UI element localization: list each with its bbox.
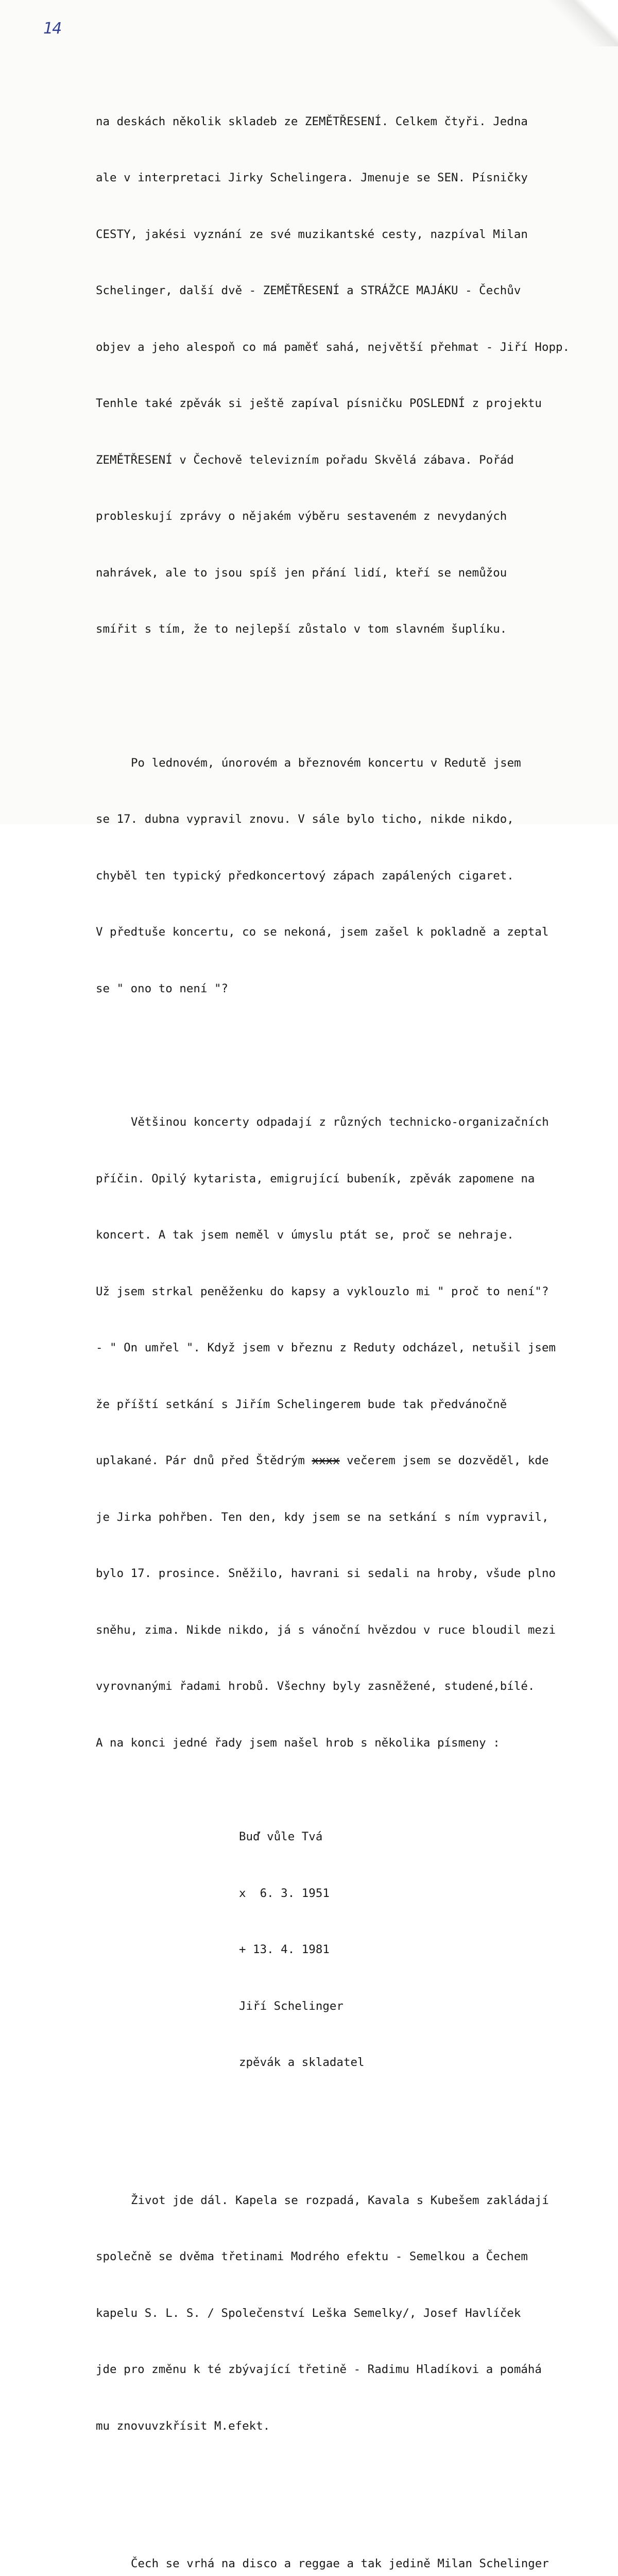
text-line: V předtuše koncertu, co se nekoná, jsem zašel k pokladně a zeptal — [96, 925, 549, 939]
text-line: sněhu, zima. Nikde nikdo, já s vánoční hvězdou v ruce bloudil mezi — [96, 1623, 556, 1637]
text-line: Život jde dál. Kapela se rozpadá, Kavala s Kubešem zakládají — [131, 2193, 549, 2207]
text-line: bylo 17. prosince. Sněžilo, havrani si sedali na hroby, všude plno — [96, 1567, 556, 1580]
text-line: ZEMĚTŘESENÍ v Čechově televizním pořadu Skvělá zábava. Pořád — [96, 453, 514, 467]
text-line: jde pro změnu k té zbývající třetině - Radimu Hladíkovi a pomáhá — [96, 2363, 542, 2376]
typewritten-text — [96, 56, 590, 2576]
text-line: koncert. A tak jsem neměl v úmyslu ptát se, proč se nehraje. — [96, 1228, 514, 1242]
epitaph-line: + 13. 4. 1981 — [239, 1943, 330, 1956]
text-line: objev a jeho alespoň co má paměť sahá, největší přehmat - Jiří Hopp. — [96, 340, 570, 354]
text-line: mu znovuvzkřísit M.efekt. — [96, 2419, 270, 2433]
text-line: že příští setkání s Jiřím Schelingerem bude tak předvánočně — [96, 1397, 507, 1411]
text-line: Tenhle také zpěvák si ještě zapíval písničku POSLEDNÍ z projektu — [96, 397, 542, 410]
text-line: je Jirka pohřben. Ten den, kdy jsem se na setkání s ním vypravil, — [96, 1510, 549, 1524]
text-line: na deskách několik skladeb ze ZEMĚTŘESENÍ. Celkem čtyři. Jedna — [96, 114, 528, 128]
struck-out-text: xxxx — [312, 1454, 340, 1467]
folded-corner — [582, 0, 618, 36]
text-line: ale v interpretaci Jirky Schelingera. Jmenuje se SEN. Písničky — [96, 171, 528, 184]
text-line: probleskují zprávy o nějakém výběru sestaveném z nevydaných — [96, 510, 507, 523]
text-line: Už jsem strkal peněženku do kapsy a vyklouzlo mi " proč to není"? — [96, 1284, 549, 1298]
epitaph-line: x 6. 3. 1951 — [239, 1886, 330, 1900]
text-line: kapelu S. L. S. / Společenství Leška Semelky/, Josef Havlíček — [96, 2306, 521, 2320]
text-line: CESTY, jakési vyznání ze své muzikantské cesty, nazpíval Milan — [96, 227, 528, 241]
text-segment: uplakané. Pár dnů před Štědrým — [96, 1454, 312, 1467]
text-line: Většinou koncerty odpadají z různých technicko-organizačních — [131, 1115, 549, 1129]
text-line: se " ono to není "? — [96, 981, 229, 995]
text-line: vyrovnanými řadami hrobů. Všechny byly zasněžené, studené,bílé. — [96, 1680, 535, 1693]
epitaph-line: Buď vůle Tvá — [239, 1830, 323, 1843]
text-line: se 17. dubna vypravil znovu. V sále bylo ticho, nikde nikdo, — [96, 812, 514, 826]
text-line: nahrávek, ale to jsou spíš jen přání lidí, kteří se nemůžou — [96, 566, 507, 580]
text-line: příčin. Opilý kytarista, emigrující bubeník, zpěvák zapomene na — [96, 1172, 535, 1185]
text-line: Schelinger, další dvě - ZEMĚTŘESENÍ a STRÁŽCE MAJÁKU - Čechův — [96, 284, 521, 297]
paragraph-gap — [96, 2110, 590, 2116]
text-line: chyběl ten typický předkoncertový zápach zapálených cigaret. — [96, 869, 514, 883]
text-line: - " On umřel ". Když jsem v březnu z Reduty odcházel, netušil jsem — [96, 1341, 556, 1354]
text-line-with-strikeout — [96, 1451, 590, 1470]
epitaph-line: zpěvák a skladatel — [239, 2056, 365, 2069]
paragraph-gap — [96, 676, 590, 679]
paragraph-gap — [96, 1036, 590, 1038]
epitaph-line: Jiří Schelinger — [239, 1999, 344, 2013]
text-segment: večerem jsem se dozvěděl, kde — [339, 1454, 549, 1467]
text-line: Po lednovém, únorovém a březnovém koncertu v Redutě jsem — [131, 756, 521, 770]
handwritten-page-number: 14 — [43, 20, 61, 38]
text-line: společně se dvěma třetinami Modrého efektu - Semelkou a Čechem — [96, 2250, 528, 2263]
paragraph-gap — [96, 2473, 590, 2479]
text-line: Čech se vrhá na disco a reggae a tak jedině Milan Schelinger — [131, 2557, 549, 2570]
text-line: smířit s tím, že to nejlepší zůstalo v tom slavném šuplíku. — [96, 622, 507, 636]
text-line: A na konci jedné řady jsem našel hrob s několika písmeny : — [96, 1736, 500, 1750]
